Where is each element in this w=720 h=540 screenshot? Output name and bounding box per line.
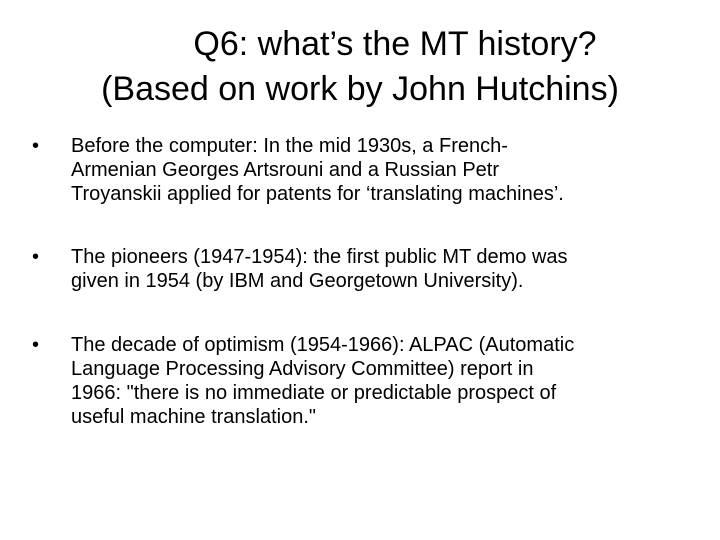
slide-title [0, 22, 720, 112]
bullet-text [71, 333, 700, 429]
bullet-line: Armenian Georges Artsrouni and a Russian Petr [71, 159, 499, 181]
bullet-line: useful machine translation." [71, 406, 317, 428]
title-line-2: (Based on work by John Hutchins) [101, 70, 619, 108]
bullet-line: 1966: "there is no immediate or predictable prospect of [71, 382, 557, 404]
bullet-line: The pioneers (1947-1954): the first public MT demo was [71, 246, 568, 268]
bullet-item-pioneers [0, 245, 720, 293]
bullet-list [0, 134, 720, 429]
bullet-text [71, 134, 700, 206]
bullet-text [71, 245, 700, 293]
title-line-1: Q6: what’s the MT history? [193, 25, 597, 63]
bullet-point-icon: • [32, 135, 40, 157]
bullet-point-icon: • [32, 334, 40, 356]
bullet-line: Before the computer: In the mid 1930s, a French- [71, 135, 508, 157]
bullet-point-icon: • [32, 246, 40, 268]
bullet-line: given in 1954 (by IBM and Georgetown University). [71, 270, 524, 292]
bullet-item-before-computer [0, 134, 720, 206]
bullet-item-optimism [0, 333, 720, 429]
bullet-line: Language Processing Advisory Committee) report in [71, 358, 534, 380]
bullet-line: The decade of optimism (1954-1966): ALPAC (Automatic [71, 334, 575, 356]
bullet-line: Troyanskii applied for patents for ‘translating machines’. [71, 183, 564, 205]
